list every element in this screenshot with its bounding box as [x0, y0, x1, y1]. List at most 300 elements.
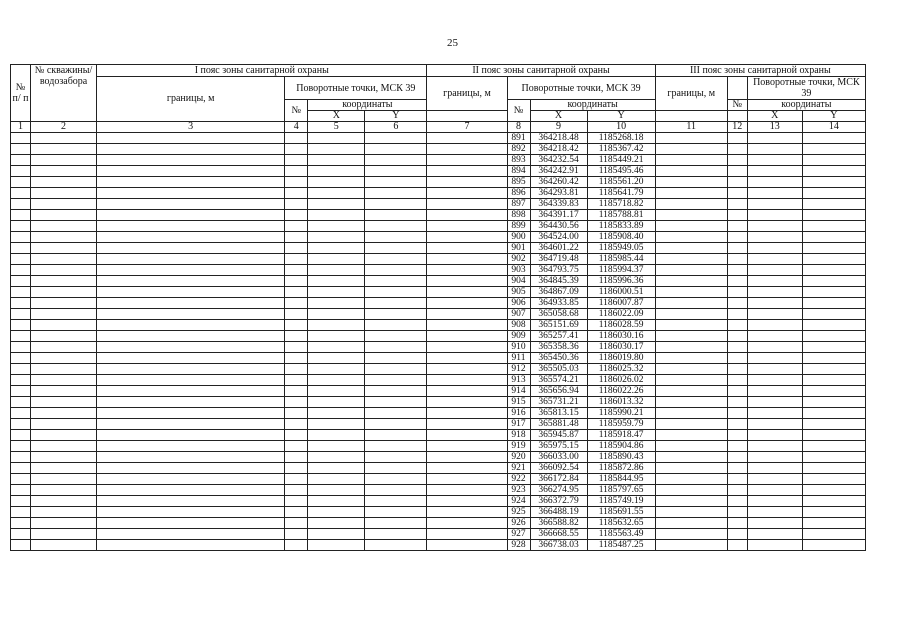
point-number: 925: [507, 507, 530, 518]
empty-cell: [285, 265, 308, 276]
empty-cell: [31, 265, 97, 276]
empty-cell: [308, 166, 365, 177]
empty-cell: [308, 441, 365, 452]
point-number: 927: [507, 529, 530, 540]
empty-cell: [285, 397, 308, 408]
empty-cell: [97, 353, 285, 364]
coord-x: 365945.87: [530, 430, 587, 441]
empty-cell: [655, 518, 727, 529]
empty-cell: [365, 210, 427, 221]
empty-cell: [747, 518, 802, 529]
empty-cell: [365, 298, 427, 309]
coord-y: 1186013.32: [587, 397, 655, 408]
coord-x: 364430.56: [530, 221, 587, 232]
column-number: 11: [655, 122, 727, 133]
empty-cell: [365, 243, 427, 254]
empty-cell: [747, 529, 802, 540]
empty-cell: [802, 298, 865, 309]
header-zone3-blank2: [655, 111, 727, 122]
empty-cell: [97, 386, 285, 397]
sanitary-zone-table: [10, 64, 866, 551]
table-row: [11, 386, 866, 397]
empty-cell: [727, 474, 747, 485]
empty-cell: [747, 276, 802, 287]
empty-cell: [802, 210, 865, 221]
empty-cell: [655, 353, 727, 364]
coord-x: 364232.54: [530, 155, 587, 166]
coord-y: 1186030.16: [587, 331, 655, 342]
empty-cell: [285, 419, 308, 430]
empty-cell: [11, 485, 31, 496]
empty-cell: [802, 485, 865, 496]
empty-cell: [802, 265, 865, 276]
column-number: 14: [802, 122, 865, 133]
coord-x: 364218.42: [530, 144, 587, 155]
empty-cell: [747, 452, 802, 463]
page-number: 25: [447, 37, 458, 49]
empty-cell: [802, 441, 865, 452]
header-zone2-turn-points: Поворотные точки, МСК 39: [507, 77, 655, 100]
empty-cell: [727, 518, 747, 529]
empty-cell: [285, 375, 308, 386]
empty-cell: [31, 518, 97, 529]
table-row: [11, 474, 866, 485]
table-row: [11, 408, 866, 419]
table-row: [11, 452, 866, 463]
empty-cell: [31, 474, 97, 485]
empty-cell: [365, 342, 427, 353]
coord-x: 364218.48: [530, 133, 587, 144]
empty-cell: [427, 188, 507, 199]
empty-cell: [365, 331, 427, 342]
empty-cell: [802, 353, 865, 364]
empty-cell: [31, 485, 97, 496]
coord-x: 364793.75: [530, 265, 587, 276]
header-zone3-blank: [727, 77, 747, 100]
table-row: [11, 210, 866, 221]
empty-cell: [308, 463, 365, 474]
coord-y: 1185691.55: [587, 507, 655, 518]
empty-cell: [427, 364, 507, 375]
empty-cell: [31, 430, 97, 441]
coord-x: 365257.41: [530, 331, 587, 342]
empty-cell: [285, 133, 308, 144]
empty-cell: [97, 529, 285, 540]
empty-cell: [365, 496, 427, 507]
empty-cell: [427, 463, 507, 474]
empty-cell: [11, 353, 31, 364]
empty-cell: [655, 441, 727, 452]
point-number: 898: [507, 210, 530, 221]
empty-cell: [285, 540, 308, 551]
empty-cell: [308, 298, 365, 309]
empty-cell: [308, 419, 365, 430]
empty-cell: [308, 485, 365, 496]
empty-cell: [727, 408, 747, 419]
empty-cell: [747, 298, 802, 309]
point-number: 893: [507, 155, 530, 166]
empty-cell: [31, 221, 97, 232]
empty-cell: [747, 177, 802, 188]
empty-cell: [727, 221, 747, 232]
empty-cell: [365, 408, 427, 419]
empty-cell: [285, 188, 308, 199]
empty-cell: [285, 386, 308, 397]
coord-y: 1185890.43: [587, 452, 655, 463]
empty-cell: [365, 353, 427, 364]
coord-x: 366738.03: [530, 540, 587, 551]
point-number: 915: [507, 397, 530, 408]
empty-cell: [727, 254, 747, 265]
point-number: 926: [507, 518, 530, 529]
empty-cell: [285, 518, 308, 529]
header-zone1-turn-points: Поворотные точки, МСК 39: [285, 77, 427, 100]
empty-cell: [655, 188, 727, 199]
empty-cell: [308, 276, 365, 287]
coord-x: 365058.68: [530, 309, 587, 320]
empty-cell: [427, 485, 507, 496]
point-number: 907: [507, 309, 530, 320]
empty-cell: [727, 144, 747, 155]
column-number: 6: [365, 122, 427, 133]
empty-cell: [802, 177, 865, 188]
point-number: 922: [507, 474, 530, 485]
table-row: [11, 155, 866, 166]
coord-y: 1186026.02: [587, 375, 655, 386]
empty-cell: [11, 364, 31, 375]
empty-cell: [802, 199, 865, 210]
header-zone2-x: X: [530, 111, 587, 122]
empty-cell: [427, 419, 507, 430]
point-number: 924: [507, 496, 530, 507]
empty-cell: [31, 254, 97, 265]
empty-cell: [31, 441, 97, 452]
header-zone3-x: X: [747, 111, 802, 122]
coord-x: 364260.42: [530, 177, 587, 188]
empty-cell: [285, 463, 308, 474]
header-zone1-borders: границы, м: [97, 77, 285, 122]
coord-x: 365813.15: [530, 408, 587, 419]
empty-cell: [365, 419, 427, 430]
empty-cell: [802, 419, 865, 430]
coord-x: 364933.85: [530, 298, 587, 309]
empty-cell: [97, 463, 285, 474]
empty-cell: [11, 430, 31, 441]
empty-cell: [427, 507, 507, 518]
empty-cell: [31, 375, 97, 386]
point-number: 913: [507, 375, 530, 386]
header-zone3-coords: координаты: [747, 100, 865, 111]
coord-x: 364845.39: [530, 276, 587, 287]
header-row-1: [11, 65, 866, 77]
empty-cell: [308, 342, 365, 353]
point-number: 917: [507, 419, 530, 430]
empty-cell: [308, 496, 365, 507]
point-number: 911: [507, 353, 530, 364]
empty-cell: [802, 507, 865, 518]
point-number: 916: [507, 408, 530, 419]
coord-x: 366668.55: [530, 529, 587, 540]
empty-cell: [655, 452, 727, 463]
empty-cell: [11, 419, 31, 430]
coord-y: 1186007.87: [587, 298, 655, 309]
coord-y: 1185990.21: [587, 408, 655, 419]
empty-cell: [747, 199, 802, 210]
empty-cell: [427, 166, 507, 177]
empty-cell: [727, 430, 747, 441]
empty-cell: [655, 133, 727, 144]
empty-cell: [747, 287, 802, 298]
header-zone2-coords: координаты: [530, 100, 655, 111]
coord-y: 1186019.80: [587, 353, 655, 364]
empty-cell: [308, 133, 365, 144]
empty-cell: [97, 408, 285, 419]
coord-y: 1186022.09: [587, 309, 655, 320]
empty-cell: [727, 133, 747, 144]
empty-cell: [747, 320, 802, 331]
empty-cell: [655, 375, 727, 386]
empty-cell: [97, 199, 285, 210]
empty-cell: [727, 353, 747, 364]
empty-cell: [11, 309, 31, 320]
empty-cell: [655, 397, 727, 408]
empty-cell: [655, 254, 727, 265]
empty-cell: [308, 386, 365, 397]
point-number: 912: [507, 364, 530, 375]
empty-cell: [365, 188, 427, 199]
empty-cell: [285, 144, 308, 155]
empty-cell: [655, 298, 727, 309]
coord-x: 364867.09: [530, 287, 587, 298]
empty-cell: [427, 397, 507, 408]
empty-cell: [727, 375, 747, 386]
coord-x: 365881.48: [530, 419, 587, 430]
empty-cell: [285, 485, 308, 496]
empty-cell: [427, 386, 507, 397]
empty-cell: [727, 397, 747, 408]
table-row: [11, 353, 866, 364]
empty-cell: [747, 133, 802, 144]
empty-cell: [308, 287, 365, 298]
empty-cell: [97, 452, 285, 463]
empty-cell: [97, 210, 285, 221]
empty-cell: [802, 144, 865, 155]
point-number: 918: [507, 430, 530, 441]
empty-cell: [655, 430, 727, 441]
empty-cell: [31, 320, 97, 331]
coord-y: 1185487.25: [587, 540, 655, 551]
header-zone3-y: Y: [802, 111, 865, 122]
empty-cell: [97, 375, 285, 386]
coord-x: 366033.00: [530, 452, 587, 463]
empty-cell: [365, 320, 427, 331]
point-number: 914: [507, 386, 530, 397]
empty-cell: [427, 210, 507, 221]
table-row: [11, 430, 866, 441]
empty-cell: [747, 331, 802, 342]
empty-cell: [802, 331, 865, 342]
header-row-2: [11, 77, 866, 100]
empty-cell: [365, 485, 427, 496]
empty-cell: [427, 199, 507, 210]
table-row: [11, 265, 866, 276]
empty-cell: [747, 364, 802, 375]
table-row: [11, 375, 866, 386]
empty-cell: [285, 331, 308, 342]
empty-cell: [97, 276, 285, 287]
empty-cell: [97, 364, 285, 375]
empty-cell: [285, 430, 308, 441]
empty-cell: [727, 529, 747, 540]
empty-cell: [308, 232, 365, 243]
header-zone1-coords: координаты: [308, 100, 427, 111]
empty-cell: [655, 144, 727, 155]
empty-cell: [427, 375, 507, 386]
empty-cell: [11, 133, 31, 144]
empty-cell: [11, 540, 31, 551]
empty-cell: [727, 419, 747, 430]
empty-cell: [727, 485, 747, 496]
empty-cell: [655, 364, 727, 375]
empty-cell: [11, 243, 31, 254]
empty-cell: [727, 177, 747, 188]
empty-cell: [747, 243, 802, 254]
table-row: [11, 320, 866, 331]
table-row: [11, 441, 866, 452]
empty-cell: [655, 320, 727, 331]
empty-cell: [97, 485, 285, 496]
empty-cell: [727, 243, 747, 254]
empty-cell: [365, 441, 427, 452]
empty-cell: [365, 199, 427, 210]
empty-cell: [11, 474, 31, 485]
empty-cell: [11, 529, 31, 540]
empty-cell: [802, 309, 865, 320]
empty-cell: [97, 518, 285, 529]
empty-cell: [308, 353, 365, 364]
empty-cell: [11, 452, 31, 463]
coord-y: 1185904.86: [587, 441, 655, 452]
empty-cell: [802, 408, 865, 419]
empty-cell: [802, 452, 865, 463]
empty-cell: [365, 375, 427, 386]
empty-cell: [655, 386, 727, 397]
coord-y: 1185367.42: [587, 144, 655, 155]
empty-cell: [11, 155, 31, 166]
empty-cell: [285, 353, 308, 364]
empty-cell: [31, 529, 97, 540]
table-row: [11, 166, 866, 177]
point-number: 895: [507, 177, 530, 188]
coord-x: 364524.00: [530, 232, 587, 243]
empty-cell: [747, 188, 802, 199]
table-row: [11, 419, 866, 430]
empty-cell: [97, 254, 285, 265]
empty-cell: [802, 155, 865, 166]
empty-cell: [308, 474, 365, 485]
empty-cell: [655, 276, 727, 287]
empty-cell: [308, 309, 365, 320]
coord-y: 1185994.37: [587, 265, 655, 276]
empty-cell: [427, 540, 507, 551]
empty-cell: [747, 540, 802, 551]
coord-y: 1185563.49: [587, 529, 655, 540]
empty-cell: [655, 199, 727, 210]
empty-cell: [727, 210, 747, 221]
empty-cell: [427, 309, 507, 320]
empty-cell: [747, 210, 802, 221]
empty-cell: [31, 210, 97, 221]
empty-cell: [747, 144, 802, 155]
empty-cell: [308, 540, 365, 551]
coord-y: 1185872.86: [587, 463, 655, 474]
empty-cell: [655, 155, 727, 166]
column-number: 4: [285, 122, 308, 133]
empty-cell: [427, 408, 507, 419]
empty-cell: [308, 265, 365, 276]
coord-y: 1186025.32: [587, 364, 655, 375]
empty-cell: [285, 408, 308, 419]
column-number: 3: [97, 122, 285, 133]
point-number: 921: [507, 463, 530, 474]
empty-cell: [427, 265, 507, 276]
empty-cell: [97, 177, 285, 188]
empty-cell: [285, 287, 308, 298]
empty-cell: [31, 133, 97, 144]
empty-cell: [97, 243, 285, 254]
empty-cell: [747, 221, 802, 232]
coord-y: 1186028.59: [587, 320, 655, 331]
empty-cell: [802, 320, 865, 331]
table-row: [11, 254, 866, 265]
header-well-number: № скважины/ водозабора: [31, 65, 97, 122]
table-row: [11, 276, 866, 287]
empty-cell: [802, 463, 865, 474]
empty-cell: [308, 452, 365, 463]
coord-y: 1185641.79: [587, 188, 655, 199]
empty-cell: [97, 166, 285, 177]
empty-cell: [747, 309, 802, 320]
column-number: 8: [507, 122, 530, 133]
table-row: [11, 298, 866, 309]
point-number: 902: [507, 254, 530, 265]
empty-cell: [31, 364, 97, 375]
empty-cell: [802, 474, 865, 485]
empty-cell: [727, 320, 747, 331]
empty-cell: [11, 507, 31, 518]
empty-cell: [285, 232, 308, 243]
empty-cell: [365, 155, 427, 166]
empty-cell: [97, 265, 285, 276]
empty-cell: [308, 155, 365, 166]
empty-cell: [285, 254, 308, 265]
empty-cell: [655, 166, 727, 177]
empty-cell: [427, 320, 507, 331]
empty-cell: [365, 474, 427, 485]
empty-cell: [427, 452, 507, 463]
empty-cell: [31, 177, 97, 188]
empty-cell: [427, 232, 507, 243]
empty-cell: [365, 397, 427, 408]
empty-cell: [31, 452, 97, 463]
empty-cell: [97, 430, 285, 441]
empty-cell: [802, 243, 865, 254]
empty-cell: [427, 298, 507, 309]
table-row: [11, 199, 866, 210]
empty-cell: [11, 408, 31, 419]
empty-cell: [802, 518, 865, 529]
coord-y: 1185495.46: [587, 166, 655, 177]
